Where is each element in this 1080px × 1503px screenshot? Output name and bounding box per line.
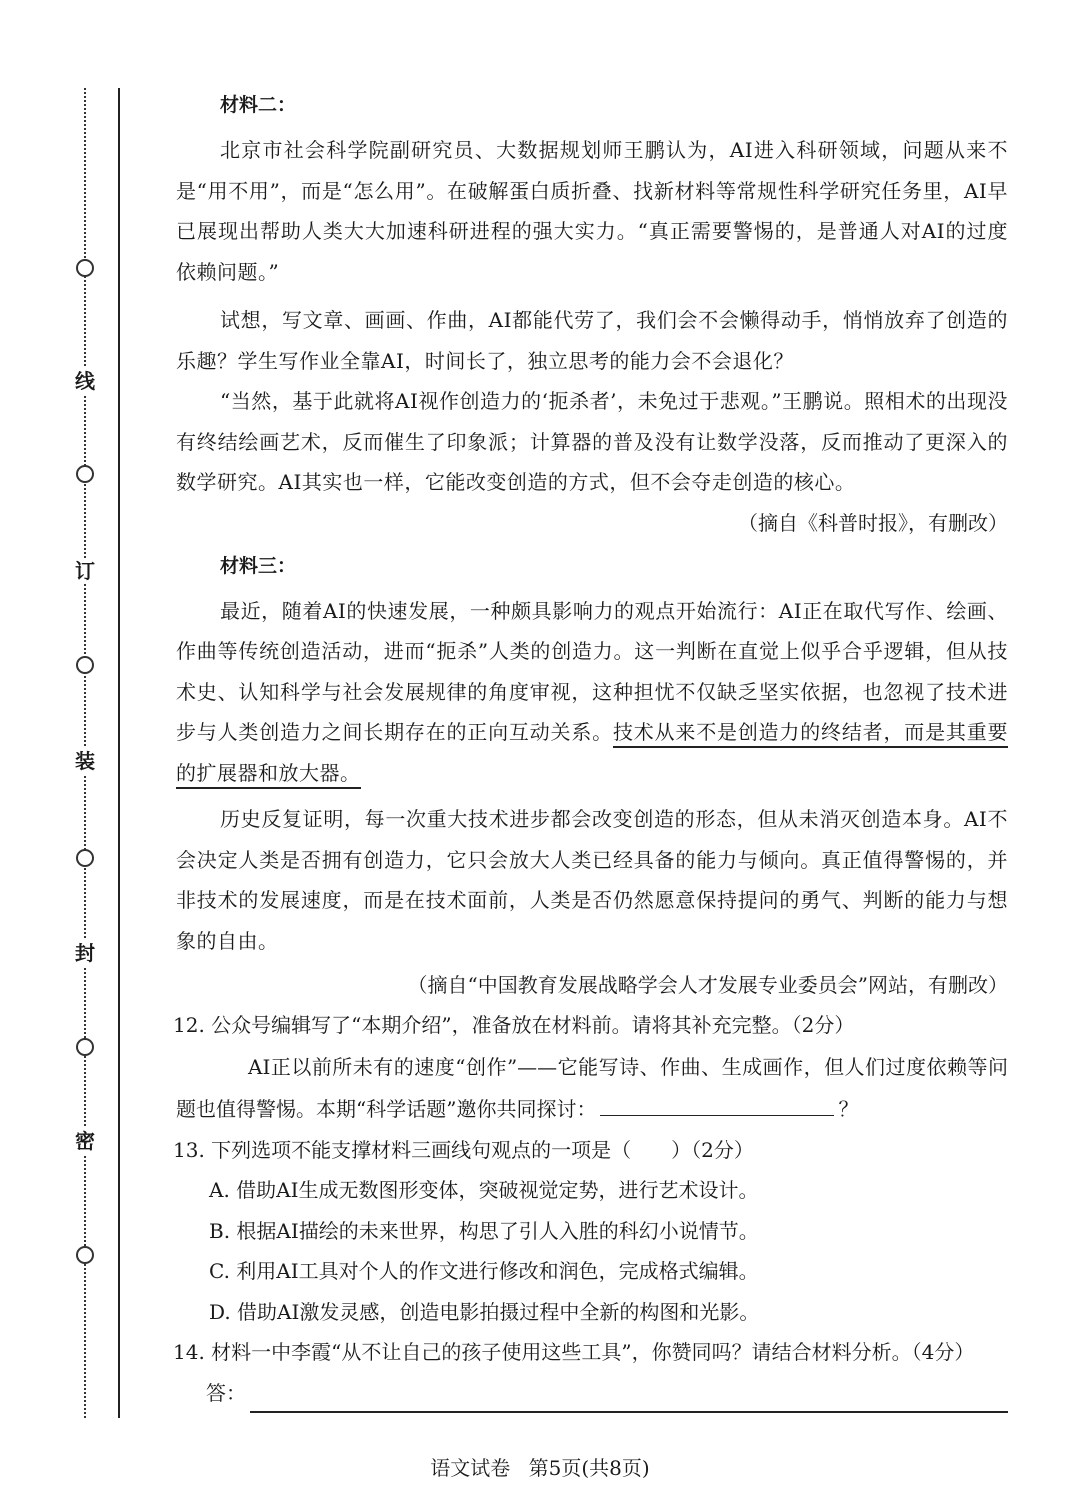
material-three-text: 最近，随着AI的快速发展，一种颇具影响力的观点开始流行：AI正在取代写作、绘画、作曲等传统创造活动，进而“扼杀”人类的创造力。这一判断在直觉上似乎合乎逻辑，但从技术史、认知科学与社会发展规律的角度审视，这种担忧不仅缺乏坚实依据，也忽视了技术进步与人类创造力之间长期存在的正向互动关系。: [176, 598, 1008, 744]
question-12-body: [176, 1046, 1008, 1130]
binding-circle-icon: [76, 656, 94, 674]
material-two-heading: 材料二：: [220, 94, 297, 116]
binding-circle-icon: [76, 1038, 94, 1056]
material-three-source: （摘自“中国教育发展战略学会人才发展专业委员会”网站，有删改）: [407, 973, 1008, 997]
binding-circle-icon: [76, 849, 94, 867]
material-three-paragraph: 历史反复证明，每一次重大技术进步都会改变创造的形态，但从未消灭创造本身。AI不会决定人类是否拥有创造力，它只会放大人类已经具备的能力与倾向。真正值得警惕的，并非技术的发展速度，而是在技术面前，人类是否仍然愿意保持提问的勇气、判断的能力与想象的自由。: [176, 807, 1008, 953]
question-13-stem-text: 13. 下列选项不能支撑材料三画线句观点的一项是（: [173, 1137, 632, 1162]
binding-mark-mi: 密: [71, 1128, 99, 1154]
binding-circle-icon: [76, 465, 94, 483]
material-two-paragraph: 北京市社会科学院副研究员、大数据规划师王鹏认为，AI进入科研领域，问题从来不是“用不用”，而是“怎么用”。在破解蛋白质折叠、找新材料等常规性科学研究任务里，AI早已展现出帮助人类大大加速科研进程的强大实力。“真正需要警惕的，是普通人对AI的过度依赖问题。”: [176, 138, 1008, 284]
question-13-score: ）（2分）: [671, 1137, 754, 1162]
material-two-paragraph: 试想，写文章、画画、作曲，AI都能代劳了，我们会不会懒得动手，悄悄放弃了创造的乐趣？学生写作业全靠AI，时间长了，独立思考的能力会不会退化？: [176, 308, 1008, 373]
binding-mark-ding: 订: [71, 558, 99, 584]
margin-rule: [118, 88, 120, 1418]
binding-circle-icon: [76, 1246, 94, 1264]
footer-subject: 语文试卷: [430, 1456, 511, 1480]
option-c[interactable]: C. 利用AI工具对个人的作文进行修改和润色，完成格式编辑。: [209, 1259, 759, 1283]
question-14-stem: 14. 材料一中李霞“从不让自己的孩子使用这些工具”，你赞同吗？请结合材料分析。（4分）: [173, 1340, 975, 1364]
question-12: [173, 1005, 1008, 1130]
binding-mark-xian: 线: [71, 368, 99, 394]
binding-circle-icon: [76, 259, 94, 277]
exam-content: [173, 90, 1009, 1413]
binding-mark-zhuang: 装: [71, 748, 99, 774]
question-13: [173, 1130, 1008, 1333]
option-d[interactable]: D. 借助AI激发灵感，创造电影拍摄过程中全新的构图和光影。: [209, 1299, 760, 1324]
answer-label: 答：: [206, 1380, 246, 1405]
answer-row: [206, 1373, 1008, 1413]
material-two: [176, 90, 1008, 543]
material-three-paragraph: [176, 591, 1008, 794]
question-12-end: ？: [838, 1096, 859, 1121]
material-three-heading: 材料三：: [220, 554, 297, 577]
question-12-stem: 12. 公众号编辑写了“本期介绍”，准备放在材料前。请将其补充完整。（2分）: [173, 1013, 855, 1037]
option-a[interactable]: A. 借助AI生成无数图形变体，突破视觉定势，进行艺术设计。: [209, 1178, 759, 1202]
material-three: [176, 551, 1008, 1006]
material-two-paragraph: “当然，基于此就将AI视作创造力的‘扼杀者’，未免过于悲观。”王鹏说。照相术的出现没有终结绘画艺术，反而催生了印象派；计算器的普及没有让数学没落，反而推动了更深入的数学研究。AI其实也一样，它能改变创造的方式，但不会夺走创造的核心。: [176, 389, 1008, 494]
option-b[interactable]: B. 根据AI描绘的未来世界，构思了引人入胜的科幻小说情节。: [209, 1218, 759, 1243]
binding-mark-feng: 封: [71, 940, 99, 966]
footer-page-number: 第5页(共8页): [528, 1456, 650, 1480]
answer-line[interactable]: [250, 1385, 1008, 1413]
question-12-text: AI正以前所未有的速度“创作”——它能写诗、作曲、生成画作，但人们过度依赖等问题也值得警惕。本期“科学话题”邀你共同探讨：: [176, 1054, 1008, 1121]
fill-in-blank[interactable]: [600, 1095, 834, 1116]
underlined-sentence: 技术从来不是创造力的终结者，而是其重要的扩展器和放大器。: [176, 720, 1008, 789]
question-14: [173, 1332, 1008, 1413]
page-footer: [0, 1454, 1080, 1482]
question-13-stem: [173, 1130, 1005, 1171]
material-two-source: （摘自《科普时报》，有删改）: [738, 510, 1008, 535]
